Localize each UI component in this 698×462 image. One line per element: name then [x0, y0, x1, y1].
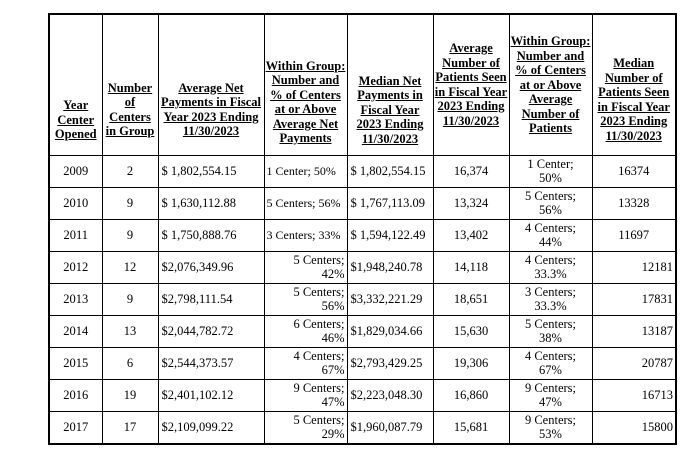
header-average-number-of-patients: Average Number of Patients Seen in Fiscal Year 2023 Ending 11/30/2023 — [433, 14, 509, 155]
cell-median-net: $1,948,240.78 — [347, 251, 433, 283]
cell-centers: 13 — [102, 315, 158, 347]
cell-average-net: $2,044,782.72 — [158, 315, 264, 347]
cell-median-patients: 20787 — [592, 347, 676, 379]
cell-within-patients-line1: 9 Centers; — [524, 381, 577, 395]
cell-centers: 12 — [102, 251, 158, 283]
cell-within-net — [264, 379, 347, 411]
table-row — [49, 219, 676, 251]
cell-year: 2013 — [49, 283, 102, 315]
cell-year: 2010 — [49, 187, 102, 219]
cell-year: 2017 — [49, 411, 102, 444]
cell-within-net-line2: 56% — [321, 299, 345, 313]
cell-average-patients: 16,374 — [433, 155, 509, 187]
cell-median-net: $3,332,221.29 — [347, 283, 433, 315]
cell-median-patients: 12181 — [592, 251, 676, 283]
cell-year: 2014 — [49, 315, 102, 347]
cell-within-patients-line2: 53% — [539, 427, 562, 441]
cell-average-net: $2,076,349.96 — [158, 251, 264, 283]
cell-median-patients: 13187 — [592, 315, 676, 347]
cell-within-net-line1: 5 Centers; — [293, 413, 345, 427]
cell-within-patients-line2: 38% — [539, 331, 562, 345]
cell-median-patients: 16713 — [592, 379, 676, 411]
table-row — [49, 347, 676, 379]
franchise-data-table — [48, 13, 677, 445]
cell-year: 2009 — [49, 155, 102, 187]
cell-average-net: $ 1,630,112.88 — [158, 187, 264, 219]
cell-median-net: $2,223,048.30 — [347, 379, 433, 411]
cell-centers: 6 — [102, 347, 158, 379]
cell-average-net: $2,109,099.22 — [158, 411, 264, 444]
header-average-net-payments: Average Net Payments in Fiscal Year 2023 Ending 11/30/2023 — [158, 14, 264, 155]
cell-within-patients-line1: 4 Centers; — [524, 221, 577, 235]
cell-median-patients: 15800 — [592, 411, 676, 444]
cell-average-net: $2,544,373.57 — [158, 347, 264, 379]
cell-within-net — [264, 315, 347, 347]
cell-within-patients-line1: 3 Centers; — [524, 285, 577, 299]
cell-centers: 9 — [102, 187, 158, 219]
cell-centers: 9 — [102, 219, 158, 251]
cell-within-patients — [509, 219, 592, 251]
cell-centers: 17 — [102, 411, 158, 444]
cell-within-patients-line2: 47% — [539, 395, 562, 409]
header-median-number-of-patients: Median Number of Patients Seen in Fiscal Year 2023 Ending 11/30/2023 — [592, 14, 676, 155]
cell-median-patients: 17831 — [592, 283, 676, 315]
cell-within-patients — [509, 283, 592, 315]
cell-within-net-line1: 5 Centers; — [293, 285, 345, 299]
table-row — [49, 283, 676, 315]
cell-within-patients — [509, 379, 592, 411]
cell-within-net-line1: 1 Center; 50% — [266, 163, 336, 178]
cell-year: 2016 — [49, 379, 102, 411]
cell-within-net-line1: 5 Centers; 56% — [266, 195, 341, 210]
cell-within-patients-line2: 44% — [539, 235, 562, 249]
cell-average-patients: 15,681 — [433, 411, 509, 444]
cell-within-net-line1: 6 Centers; — [293, 317, 345, 331]
cell-within-patients-line1: 9 Centers; — [524, 413, 577, 427]
cell-within-patients — [509, 315, 592, 347]
cell-year: 2011 — [49, 219, 102, 251]
cell-median-net: $ 1,594,122.49 — [347, 219, 433, 251]
table-row — [49, 315, 676, 347]
cell-within-patients-line2: 50% — [539, 171, 562, 185]
cell-within-net — [264, 347, 347, 379]
franchise-data-table-wrapper — [48, 13, 677, 445]
cell-median-patients: 13328 — [592, 187, 676, 219]
cell-median-patients: 11697 — [592, 219, 676, 251]
header-number-of-centers: Number of Centers in Group — [102, 14, 158, 155]
cell-within-patients — [509, 251, 592, 283]
cell-within-net-line2: 67% — [321, 363, 345, 377]
cell-within-net — [264, 283, 347, 315]
cell-within-patients — [509, 411, 592, 444]
cell-within-patients-line2: 56% — [539, 203, 562, 217]
cell-average-net: $2,401,102.12 — [158, 379, 264, 411]
cell-within-net-line2: 29% — [321, 427, 345, 441]
cell-average-patients: 18,651 — [433, 283, 509, 315]
cell-average-net: $ 1,750,888.76 — [158, 219, 264, 251]
cell-within-patients-line1: 4 Centers; — [524, 253, 577, 267]
header-within-group-patients: Within Group: Number and % of Centers at or Above Average Number of Patients — [509, 14, 592, 155]
header-year-opened: Year Center Opened — [49, 14, 102, 155]
cell-centers: 2 — [102, 155, 158, 187]
cell-within-net — [264, 411, 347, 444]
table-row — [49, 251, 676, 283]
table-row — [49, 379, 676, 411]
table-row — [49, 187, 676, 219]
cell-average-patients: 13,402 — [433, 219, 509, 251]
cell-average-patients: 14,118 — [433, 251, 509, 283]
cell-average-net: $ 1,802,554.15 — [158, 155, 264, 187]
cell-within-net — [264, 187, 347, 219]
cell-within-net — [264, 251, 347, 283]
cell-within-net-line1: 3 Centers; 33% — [266, 227, 341, 242]
cell-within-patients-line2: 33.3% — [534, 267, 567, 281]
cell-median-net: $1,960,087.79 — [347, 411, 433, 444]
header-median-net-payments: Median Net Payments in Fiscal Year 2023 Ending 11/30/2023 — [347, 14, 433, 155]
cell-median-net: $1,829,034.66 — [347, 315, 433, 347]
cell-average-patients: 15,630 — [433, 315, 509, 347]
cell-within-patients-line1: 5 Centers; — [524, 317, 577, 331]
cell-within-patients — [509, 347, 592, 379]
cell-within-net-line2: 46% — [321, 331, 345, 345]
cell-median-net: $2,793,429.25 — [347, 347, 433, 379]
cell-within-patients-line1: 1 Center; — [527, 157, 574, 171]
cell-within-patients — [509, 155, 592, 187]
cell-centers: 19 — [102, 379, 158, 411]
cell-year: 2015 — [49, 347, 102, 379]
cell-median-patients: 16374 — [592, 155, 676, 187]
cell-within-net-line1: 4 Centers; — [293, 349, 345, 363]
cell-average-patients: 16,860 — [433, 379, 509, 411]
cell-within-patients — [509, 187, 592, 219]
cell-median-net: $ 1,802,554.15 — [347, 155, 433, 187]
cell-year: 2012 — [49, 251, 102, 283]
cell-average-net: $2,798,111.54 — [158, 283, 264, 315]
cell-average-patients: 13,324 — [433, 187, 509, 219]
cell-centers: 9 — [102, 283, 158, 315]
header-row — [49, 14, 676, 155]
cell-within-net-line2: 42% — [321, 267, 345, 281]
table-row — [49, 411, 676, 444]
cell-within-net-line2: 47% — [321, 395, 345, 409]
cell-within-patients-line2: 33.3% — [534, 299, 567, 313]
header-within-group-net-payments: Within Group: Number and % of Centers at or Above Average Net Payments — [264, 14, 347, 155]
cell-within-patients-line2: 67% — [539, 363, 562, 377]
cell-within-net-line1: 9 Centers; — [293, 381, 345, 395]
cell-within-net — [264, 219, 347, 251]
cell-median-net: $ 1,767,113.09 — [347, 187, 433, 219]
cell-within-patients-line1: 5 Centers; — [524, 189, 577, 203]
cell-within-net-line1: 5 Centers; — [293, 253, 345, 267]
table-row — [49, 155, 676, 187]
cell-average-patients: 19,306 — [433, 347, 509, 379]
cell-within-patients-line1: 4 Centers; — [524, 349, 577, 363]
cell-within-net — [264, 155, 347, 187]
